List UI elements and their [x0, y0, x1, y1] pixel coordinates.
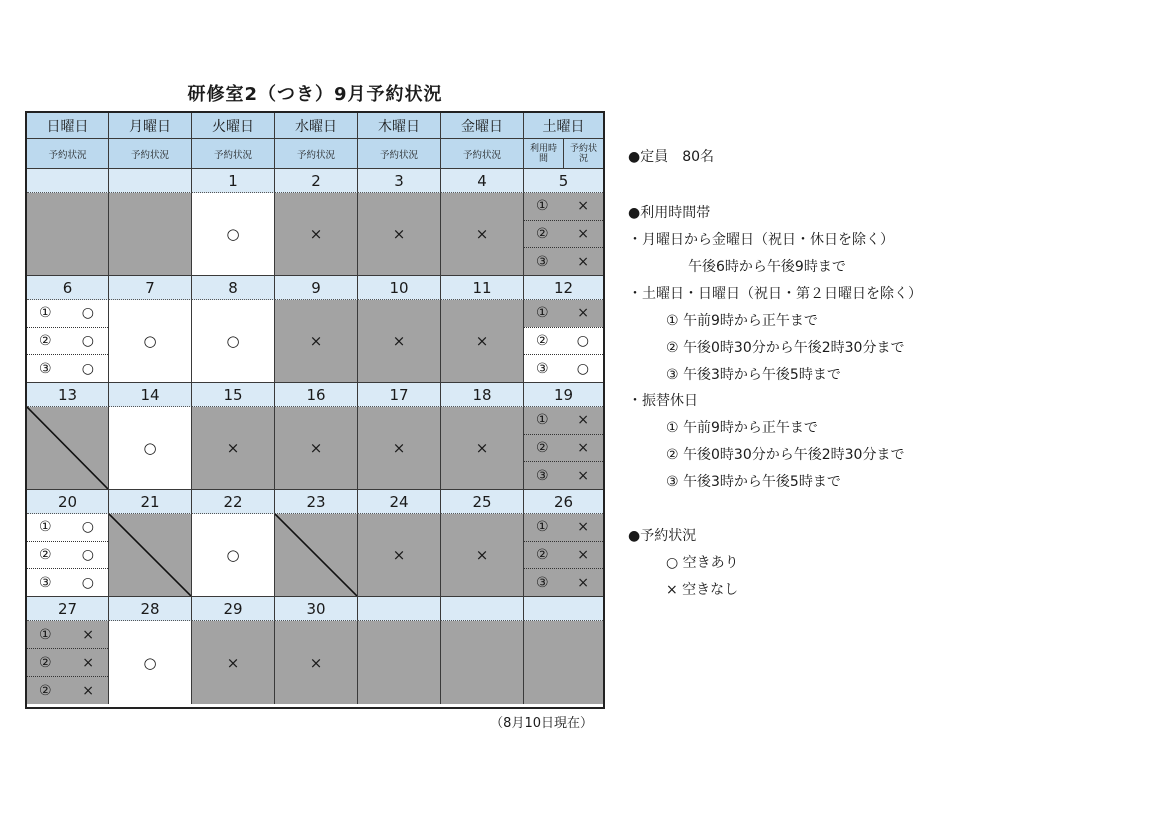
reservation-cell[interactable]: [109, 300, 192, 383]
available-mark: ○: [81, 305, 94, 322]
available-mark: ○: [143, 653, 157, 672]
weekend-slot-3: ③ 午後3時から午後5時まで: [666, 367, 841, 383]
date-label: 8: [192, 276, 275, 300]
slot-number: ③: [536, 360, 549, 377]
unavailable-cell: [27, 193, 109, 276]
reservation-cell[interactable]: [192, 193, 275, 276]
date-label: 27: [27, 597, 109, 621]
substitute-rule: ・振替休日: [628, 393, 698, 409]
weekend-rule: ・土曜日・日曜日（祝日・第２日曜日を除く）: [628, 286, 922, 302]
date-label: 22: [192, 490, 275, 514]
time-slot-row[interactable]: [524, 434, 603, 462]
full-mark: ×: [309, 653, 323, 672]
slot-number: ①: [536, 412, 549, 429]
reservation-cell[interactable]: [441, 300, 524, 383]
status-subheader: 予約状況: [563, 139, 603, 168]
reservation-cell[interactable]: [358, 300, 441, 383]
reservation-cell[interactable]: [441, 193, 524, 276]
time-slot-row[interactable]: [524, 247, 603, 275]
full-mark: ×: [475, 439, 489, 457]
reservation-cell[interactable]: [275, 407, 358, 490]
full-mark: ×: [309, 332, 323, 350]
slot-number: ①: [536, 305, 549, 322]
date-label: 29: [192, 597, 275, 621]
slot-number: ③: [536, 253, 549, 270]
available-mark: ○: [143, 439, 157, 457]
closed-day-cell: [27, 407, 109, 490]
date-label: 14: [109, 383, 192, 407]
full-mark: ×: [475, 225, 489, 243]
full-mark: ×: [392, 225, 406, 243]
slot-number: ①: [39, 519, 52, 536]
date-label: 11: [441, 276, 524, 300]
status-heading: ●予約状況: [628, 528, 697, 544]
date-label: 9: [275, 276, 358, 300]
reservation-cell[interactable]: [275, 621, 358, 704]
full-mark: ×: [577, 547, 589, 563]
available-mark: ○: [81, 360, 94, 377]
date-label: 16: [275, 383, 358, 407]
date-label: 23: [275, 490, 358, 514]
time-slot-row[interactable]: [27, 300, 108, 327]
full-mark: ×: [82, 626, 94, 643]
slot-number: ③: [39, 360, 52, 377]
reservation-cell[interactable]: [192, 300, 275, 383]
available-mark: ○: [81, 519, 94, 536]
full-mark: ×: [475, 332, 489, 350]
time-slot-row[interactable]: [524, 568, 603, 596]
date-label: [358, 597, 441, 621]
full-mark: ×: [577, 440, 589, 456]
time-slot-row[interactable]: [524, 327, 603, 355]
slot-number: ①: [536, 519, 549, 536]
reservation-cell[interactable]: [358, 193, 441, 276]
full-mark: ×: [82, 654, 94, 671]
full-mark: ×: [577, 412, 589, 429]
time-slot-cell: [27, 300, 109, 383]
available-mark: ○: [576, 333, 589, 349]
reservation-cell[interactable]: [275, 300, 358, 383]
time-slot-row[interactable]: [524, 300, 603, 327]
full-mark: ×: [226, 439, 240, 457]
legend-available: ○ 空きあり: [666, 555, 739, 571]
date-label: [441, 597, 524, 621]
available-mark: ○: [81, 547, 94, 563]
diagonal-strike: [27, 407, 108, 489]
full-mark: ×: [309, 225, 323, 243]
full-mark: ×: [577, 226, 589, 242]
date-label: 24: [358, 490, 441, 514]
date-label: 18: [441, 383, 524, 407]
slot-number: ③: [536, 467, 549, 484]
time-slot-cell: [524, 407, 603, 490]
full-mark: ×: [577, 198, 589, 215]
date-label: [109, 169, 192, 193]
capacity-text: ●定員 80名: [628, 149, 715, 165]
time-slot-row[interactable]: [27, 327, 108, 355]
status-subheader: 予約状況: [192, 139, 275, 169]
time-slot-row[interactable]: [524, 407, 603, 434]
date-label: 17: [358, 383, 441, 407]
status-subheader: 予約状況: [27, 139, 109, 169]
date-label: 5: [524, 169, 603, 193]
weekend-slot-1: ① 午前9時から正午まで: [666, 313, 818, 329]
reservation-cell[interactable]: [192, 407, 275, 490]
slot-number: ①: [536, 198, 549, 215]
slot-number: ②: [536, 440, 549, 456]
date-label: [27, 169, 109, 193]
status-subheader: 予約状況: [358, 139, 441, 169]
slot-number: ②: [536, 226, 549, 242]
time-slot-cell: [524, 193, 603, 276]
time-slot-row[interactable]: [27, 541, 108, 569]
time-slot-subheader: 利用時間: [529, 143, 557, 164]
closed-day-cell: [109, 514, 192, 597]
reservation-cell[interactable]: [358, 514, 441, 597]
unavailable-cell: [109, 193, 192, 276]
reservation-cell[interactable]: [109, 407, 192, 490]
date-label: [524, 597, 603, 621]
diagonal-strike: [109, 514, 191, 596]
date-label: 13: [27, 383, 109, 407]
date-label: 26: [524, 490, 603, 514]
weekday-header: 火曜日: [192, 113, 275, 139]
slot-number: ②: [536, 333, 549, 349]
full-mark: ×: [392, 546, 406, 564]
date-label: 15: [192, 383, 275, 407]
available-mark: ○: [81, 333, 94, 349]
weekday-header: 月曜日: [109, 113, 192, 139]
time-slot-cell: [524, 514, 603, 597]
time-slot-row[interactable]: [524, 354, 603, 382]
weekday-header: 木曜日: [358, 113, 441, 139]
legend-full: × 空きなし: [666, 582, 739, 598]
time-slot-row[interactable]: [27, 621, 108, 648]
time-slot-row[interactable]: [524, 220, 603, 248]
date-label: 20: [27, 490, 109, 514]
unavailable-cell: [524, 621, 603, 704]
time-slot-cell: [524, 300, 603, 383]
weekday-header: 金曜日: [441, 113, 524, 139]
full-mark: ×: [392, 332, 406, 350]
substitute-slot-1: ① 午前9時から正午まで: [666, 420, 818, 436]
date-label: 21: [109, 490, 192, 514]
available-mark: ○: [226, 546, 240, 564]
slot-number: ②: [39, 682, 52, 699]
date-label: 7: [109, 276, 192, 300]
weekday-header: 土曜日: [524, 113, 603, 139]
slot-number: ①: [39, 305, 52, 322]
full-mark: ×: [577, 305, 589, 322]
full-mark: ×: [577, 519, 589, 536]
date-label: 28: [109, 597, 192, 621]
time-slot-row[interactable]: [524, 461, 603, 489]
full-mark: ×: [577, 253, 589, 270]
slot-number: ②: [536, 547, 549, 563]
as-of-date: （8月10日現在）: [490, 716, 593, 731]
full-mark: ×: [309, 439, 323, 457]
saturday-subheader: [524, 139, 603, 169]
weekend-slot-2: ② 午後0時30分から午後2時30分まで: [666, 340, 905, 356]
time-slot-row[interactable]: [27, 568, 108, 596]
substitute-slot-2: ② 午後0時30分から午後2時30分まで: [666, 447, 905, 463]
reservation-calendar: [25, 111, 605, 709]
date-label: 2: [275, 169, 358, 193]
time-slot-cell: [27, 514, 109, 597]
reservation-cell[interactable]: [441, 407, 524, 490]
time-slot-row[interactable]: [524, 514, 603, 541]
date-label: 30: [275, 597, 358, 621]
weekday-rule: ・月曜日から金曜日（祝日・休日を除く）: [628, 232, 894, 248]
time-slot-row[interactable]: [524, 541, 603, 569]
time-slot-row[interactable]: [27, 354, 108, 382]
available-mark: ○: [226, 332, 240, 350]
date-label: 1: [192, 169, 275, 193]
page-title: 研修室2（つき）9月予約状況: [187, 84, 443, 105]
date-label: 4: [441, 169, 524, 193]
available-mark: ○: [143, 332, 157, 350]
status-subheader: 予約状況: [441, 139, 524, 169]
time-slot-row[interactable]: [27, 676, 108, 704]
full-mark: ×: [392, 439, 406, 457]
status-subheader: 予約状況: [109, 139, 192, 169]
status-subheader: 予約状況: [275, 139, 358, 169]
reservation-cell[interactable]: [358, 407, 441, 490]
diagonal-strike: [275, 514, 357, 596]
time-slot-row[interactable]: [524, 193, 603, 220]
available-mark: ○: [81, 574, 94, 591]
available-mark: ○: [226, 225, 240, 243]
reservation-cell[interactable]: [275, 193, 358, 276]
date-label: 12: [524, 276, 603, 300]
full-mark: ×: [82, 682, 94, 699]
date-label: 19: [524, 383, 603, 407]
reservation-cell[interactable]: [192, 621, 275, 704]
unavailable-cell: [441, 621, 524, 704]
weekday-header: 日曜日: [27, 113, 109, 139]
full-mark: ×: [475, 546, 489, 564]
date-label: 6: [27, 276, 109, 300]
date-label: 3: [358, 169, 441, 193]
slot-number: ②: [39, 333, 52, 349]
available-mark: ○: [576, 360, 589, 377]
time-slot-row[interactable]: [27, 514, 108, 541]
reservation-cell[interactable]: [109, 621, 192, 704]
closed-day-cell: [275, 514, 358, 597]
slot-number: ①: [39, 626, 52, 643]
date-label: 10: [358, 276, 441, 300]
hours-heading: ●利用時間帯: [628, 205, 711, 221]
time-slot-cell: [27, 621, 109, 704]
slot-number: ②: [39, 654, 52, 671]
reservation-cell[interactable]: [441, 514, 524, 597]
weekday-hours: 午後6時から午後9時まで: [688, 259, 846, 275]
weekday-header: 水曜日: [275, 113, 358, 139]
time-slot-row[interactable]: [27, 648, 108, 676]
slot-number: ②: [39, 547, 52, 563]
substitute-slot-3: ③ 午後3時から午後5時まで: [666, 474, 841, 490]
full-mark: ×: [577, 574, 589, 591]
slot-number: ③: [39, 574, 52, 591]
unavailable-cell: [358, 621, 441, 704]
date-label: 25: [441, 490, 524, 514]
reservation-cell[interactable]: [192, 514, 275, 597]
slot-number: ③: [536, 574, 549, 591]
full-mark: ×: [577, 467, 589, 484]
full-mark: ×: [226, 653, 240, 672]
